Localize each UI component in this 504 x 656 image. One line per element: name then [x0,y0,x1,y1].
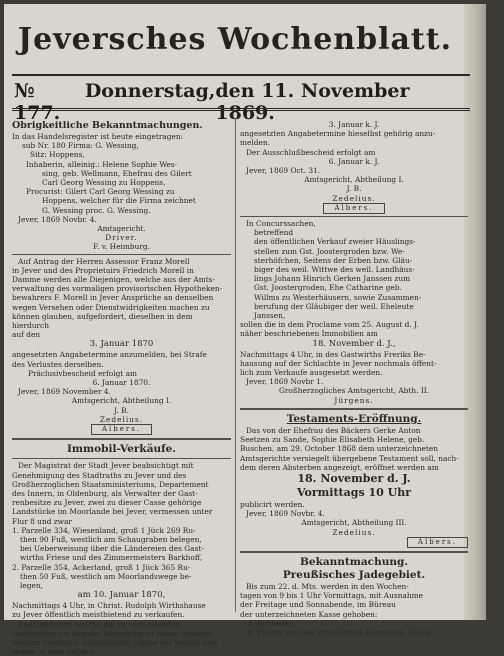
signature: Zedelius. [99,414,144,424]
text-line: Bis zum 22. d. Mts. werden in den Wochen- [246,581,409,591]
text-line: Auf Antrag der Herren Assessor Franz Morell [18,256,190,266]
masthead-rule-bottom [12,108,470,111]
text-line: wegen Versehen oder Dienstwidrigkeiten machen zu [12,302,210,312]
signature-stamp: Albers. [323,203,384,214]
text-line: Der Ausschlußbescheid erfolgt am [246,147,376,157]
text-line: 1. Parzelle 334, Wiesenland, groß 1 Jück 269 Ru- [12,525,196,535]
text-line: Buschen, am 29. October 1868 dem unterzeichneten [240,444,438,454]
text-line: des Innern, in Oldenburg, als Verwalter der Gast- [12,488,198,498]
text-line: Jever, 1869 Novbr. 4. [246,509,325,519]
right-column [240,120,468,637]
text-line: a. Erbheuer, [248,618,295,628]
text-line: legen, [20,580,43,590]
text-line: In das Handelsregister ist heute eingetragen: [12,132,184,141]
masthead-rule-top [12,74,470,76]
text-line: Janssen, [254,311,286,321]
text-line: Hoppens, welcher für die Firma zeichnet [42,196,196,206]
issue-day: Donnerstag, [84,80,216,102]
signature-box [240,203,468,214]
text-line: Der Magistrat der Stadt Jever beabsichtigt mit [18,461,194,471]
text-line: Landstücke im Moorlande bei Jever, vermessen unter [12,507,213,517]
date-highlight: 3. Januar k. J. [328,120,380,129]
text-line: Amtsgericht, Abtheilung I. [71,396,172,406]
text-line: Seetzen zu Sande, Sophie Elisabeth Helene, geb. [240,435,425,445]
text-line: der unterzeichneten Kasse gehoben: [240,609,378,619]
text-line: Nachmittags 4 Uhr, in des Gastwirths Freriks Be- [240,349,426,359]
text-line: hausung auf der Schlachte in Jever nochmals öffent- [240,358,437,368]
section-heading: Obrigkeitliche Bekanntmachungen. [12,120,203,131]
signature-box [12,424,231,435]
issue-line [14,80,466,124]
text-line: Amtsgericht, Abtheilung I. [304,175,404,185]
text-line: 6. Januar 1870. [92,378,151,388]
text-line: Großherzogliches Amtsgericht, Abth. II. [278,386,430,396]
time-highlight: Vormittags 10 Uhr [296,485,411,499]
text-line: Landstücke vor Abgabe Ansprüche zu haben glauben, [12,628,215,638]
text-line: zu Jever öffentlich meistbietend zu verkaufen. [12,610,185,620]
divider [12,438,231,440]
text-line: Amtsgerichte versiegelt übergebene Testament soll, nach- [240,453,459,463]
text-line: Sitz: Hoppens, [30,150,85,160]
text-line: Genehmigung des Stadtraths zu Jever und des [12,470,187,480]
text-line: stellen zum Gst. Joostergroden bzw. We- [254,246,405,256]
column-divider [235,118,236,612]
date-highlight: 18. November d. J. [297,471,411,485]
text-line: Das von der Ehefrau des Bäckers Gerke Anton [246,425,421,435]
divider [240,216,468,217]
newspaper-page [4,4,484,656]
text-line: Jever, 1869 Novbr 1. [246,377,324,387]
signature: Zedelius. [332,527,376,537]
date-highlight: 18. November d. J., [312,338,396,349]
masthead-title: Jeversches Wochenblatt. [17,22,453,57]
text-line: melden. [240,138,270,148]
text-line: des Verlustes derselben. [12,359,104,369]
text-line: sing, geb. Wellmann, Ehefrau des Gilert [42,168,192,178]
text-line: Damme werden alle Diejenigen, welche aus der Amts- [12,275,215,285]
text-line: J. B. [114,405,129,415]
text-line: dem deren Absterben angezeigt, eröffnet werden am [240,462,439,472]
divider [12,254,231,255]
text-line: Amtsgericht. [97,224,146,234]
issue-date: den 11. November 1869. [215,80,410,124]
text-line: 6. Januar k. J. [328,156,380,166]
signature-stamp: Albers. [91,424,152,435]
left-column [12,120,231,656]
text-line: Jever, 1869 Oct. 31. [246,166,321,176]
text-line: b. Pächte von den Preußischen Domainen, Stück- [248,627,433,637]
text-line: Carl Georg Wessing zu Hoppens, [42,178,166,188]
text-line: näher beschriebenen Immobilien am [240,329,378,339]
text-line: betreffend [254,228,294,238]
section-heading: Bekanntmachung. [300,555,408,568]
section-subheading: Preußisches Jadegebiet. [282,568,426,581]
signature: Jürgens. [334,395,374,405]
signature-stamp: Albers. [407,537,468,548]
text-line: der Freitage und Sonnabende, im Büreau [240,600,396,610]
text-line: Inhaberin, alleinig.: Helene Sophie Wes- [26,159,178,169]
text-line: sub Nr. 180 Firma: G. Wessing, [22,141,139,151]
text-line: in Jever und des Proprietairs Friedrich Morell in [12,265,194,275]
text-line: 2. Parzelle 354, Ackerland, groß 1 Jück 365 Ru- [12,562,191,572]
text-line: Großherzoglichen Staatsministeriums, Departement [12,479,209,489]
text-line: angesetzten Angabetermine anzumelden, bei Strafe [12,350,207,360]
text-line: Willms zu Westerhäusern, sowie Zusammen- [254,292,422,302]
text-line: lings Johann Hinrich Gerken Janssen zum [254,274,411,284]
text-line: berufung der Gläubiger der weil. Eheleute [254,301,414,311]
text-line: Gst. Joostergroden, Ehe Catharine geb. [254,283,402,293]
text-line: tagen von 9 bis 1 Uhr Vormittags, mit Ausnahme [240,591,424,601]
text-line: Nachmittags 4 Uhr, in Christ. Rudolph Wirthshause [12,601,206,611]
date-highlight: 3. Januar 1870 [89,339,154,350]
issue-number: № 177. [14,80,61,124]
text-line: sollen die in dem Proclame vom 25. August d. J. [240,320,419,330]
text-line: In Concurssachen, [246,219,316,229]
text-line: Flur 8 und zwar [12,516,72,526]
text-line: publicirt werden. [240,499,305,509]
text-line: lich zum Verkaufe ausgesetzt werden. [240,368,383,378]
divider [12,458,231,459]
section-heading: Testaments-Eröffnung. [286,412,422,425]
text-line: sterhöfchen, Seitens der Erben bzw. Gläu- [254,255,413,265]
text-line: biger des weil. Wittwe des weil. Landhäus- [254,265,415,275]
text-line: werden hierdurch aufgefordert, solche bei Verlust der- [12,637,218,647]
text-line: Procurist: Gilert Carl Georg Wessing zu [26,187,175,197]
text-line: Präclusivbescheid erfolgt am [28,368,138,378]
text-line: selben in dem auf den [12,647,95,656]
text-line: bewahrers F. Morell in Jever Ansprüche an denselben [12,293,214,303]
signature-box [240,537,468,548]
text-line: Jever, 1869 Novbr. 4. [18,214,97,224]
divider [240,551,468,553]
signature: Driver. [105,233,138,243]
date-highlight: am 10. Januar 1870, [77,590,166,601]
text-line: angesetzten Angabetermine hieselbst gehörig anzu- [240,129,436,139]
divider [240,408,468,410]
text-line: wirths Friese und des Zimmermeisters Barkhoff, [20,553,203,563]
text-line: G. Wessing proc. G. Wessing. [42,205,151,215]
text-line: Kaufliebhaber, welche die zu verkaufenden [18,619,180,629]
text-line: können glauben, aufgefordert, dieselben in dem hierdurch [12,311,195,331]
text-line: den öffentlichen Verkauf zweier Häuslings- [254,237,416,247]
signature: F. v. Heimburg. [93,242,150,252]
text-line: Jever, 1869 November 4. [18,387,111,397]
signature: Zedelius. [332,193,376,203]
text-line: J. B. [346,184,362,194]
text-line: auf den [12,330,41,340]
text-line: then 90 Fuß, westlich am Schaugraben belegen, [20,534,202,544]
text-line: bei Ueberweisung über die Ländereien des Gast- [20,544,204,554]
text-line: then 50 Fuß, westlich am Moorlandswege be- [20,571,192,581]
text-line: Amtsgericht, Abtheilung III. [301,518,407,528]
text-line: verwaltung des vormaligen provisorischen Hypotheken- [12,284,223,294]
text-line: renbesitze zu Jever, zwei zu dieser Casse gehörige [12,498,202,508]
section-heading: Immobil-Verkäufe. [66,443,176,456]
